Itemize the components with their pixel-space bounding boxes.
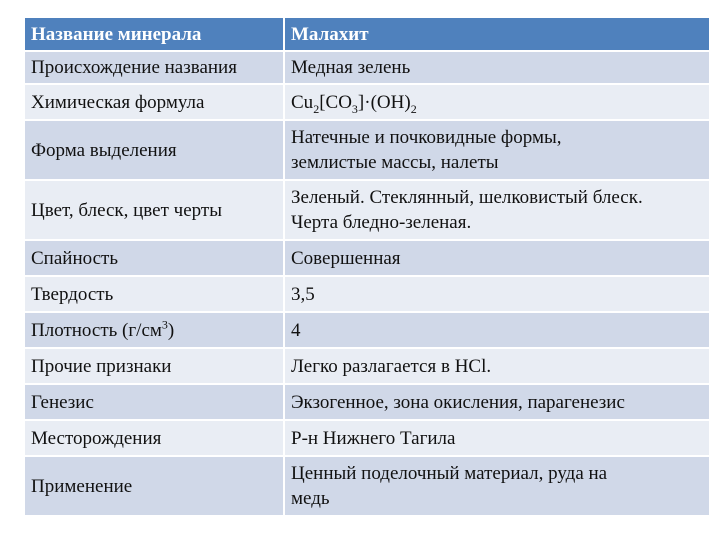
- label-text: ): [167, 319, 175, 341]
- table-row: [25, 420, 709, 456]
- mineral-properties-table: [25, 18, 709, 517]
- header-label-cell: Название минерала: [25, 18, 284, 51]
- value-line: Зеленый. Стеклянный, шелковистый блеск.: [291, 187, 643, 208]
- formula-subscript: 2: [313, 101, 320, 116]
- table-row: [25, 240, 709, 276]
- row-label: Прочие признаки: [25, 348, 284, 384]
- table-row: [25, 312, 709, 348]
- row-label: Применение: [25, 456, 284, 516]
- formula-text: ]·(OH): [357, 91, 411, 113]
- value-line: Ценный поделочный материал, руда на: [291, 463, 608, 484]
- table-row: [25, 384, 709, 420]
- row-value: Легко разлагается в HCl.: [284, 348, 709, 384]
- row-value: Совершенная: [284, 240, 709, 276]
- row-value: [284, 456, 709, 516]
- row-value: Р-н Нижнего Тагила: [284, 420, 709, 456]
- header-value-cell: Малахит: [284, 18, 709, 51]
- table-row: [25, 456, 709, 516]
- label-superscript: 3: [161, 317, 168, 332]
- row-value: [284, 180, 709, 240]
- value-line: землистые массы, налеты: [291, 152, 499, 173]
- row-label: Форма выделения: [25, 120, 284, 180]
- table-row: [25, 180, 709, 240]
- row-value: 4: [284, 312, 709, 348]
- row-label: Химическая формула: [25, 84, 284, 120]
- value-line: Натечные и почковидные формы,: [291, 127, 562, 148]
- row-value: 3,5: [284, 276, 709, 312]
- table-row: [25, 51, 709, 84]
- row-label: Твердость: [25, 276, 284, 312]
- row-value: Медная зелень: [284, 51, 709, 84]
- row-label: Цвет, блеск, цвет черты: [25, 180, 284, 240]
- formula-text: Cu: [291, 91, 314, 113]
- row-label: Месторождения: [25, 420, 284, 456]
- row-label: Спайность: [25, 240, 284, 276]
- table-header-row: [25, 18, 709, 51]
- formula-text: [CO: [319, 91, 352, 113]
- formula-subscript: 2: [410, 101, 417, 116]
- row-label: Генезис: [25, 384, 284, 420]
- row-value: [284, 120, 709, 180]
- table-row: [25, 348, 709, 384]
- table-row: [25, 84, 709, 120]
- value-line: Черта бледно-зеленая.: [291, 212, 472, 233]
- table-row: [25, 120, 709, 180]
- row-label: [25, 312, 284, 348]
- table-row: [25, 276, 709, 312]
- row-value: Экзогенное, зона окисления, парагенезис: [284, 384, 709, 420]
- row-value-formula: [284, 84, 709, 120]
- label-text: Плотность (г/см: [31, 319, 162, 341]
- row-label: Происхождение названия: [25, 51, 284, 84]
- formula-subscript: 3: [351, 101, 358, 116]
- value-line: медь: [291, 488, 330, 509]
